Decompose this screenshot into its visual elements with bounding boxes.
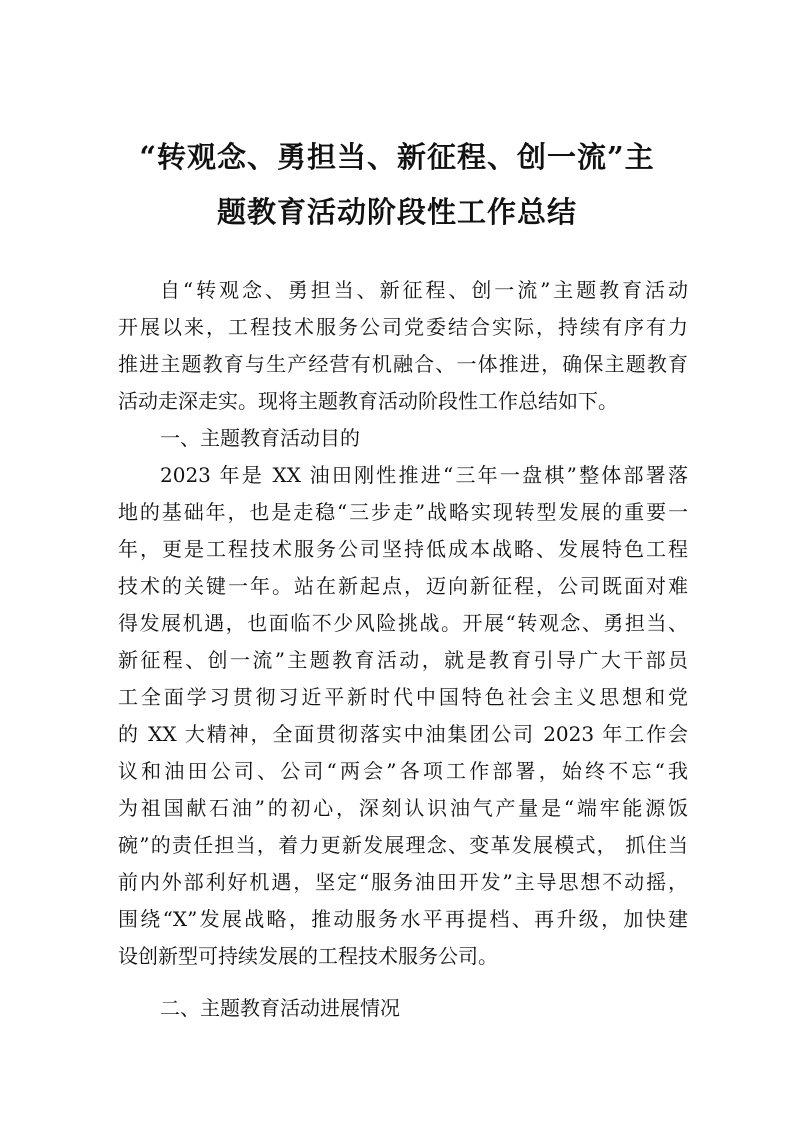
- document-title-line-1: “转观念、勇担当、新征程、创一流”主: [139, 140, 655, 174]
- paragraph-line: 开展以来，工程技术服务公司党委结合实际，持续有序有力: [118, 315, 688, 339]
- section-heading-2: 二、主题教育活动进展情况: [160, 996, 400, 1020]
- paragraph-line: 技术的关键一年。站在新起点，迈向新征程，公司既面对难: [118, 574, 688, 598]
- paragraph-line: 自“转观念、勇担当、新征程、创一流”主题教育活动: [160, 278, 688, 302]
- paragraph-line: 前内外部利好机遇，坚定“服务油田开发”主导思想不动摇，: [118, 870, 688, 894]
- paragraph-line: 新征程、创一流”主题教育活动，就是教育引导广大干部员: [118, 648, 688, 672]
- paragraph-line: 活动走深走实。现将主题教育活动阶段性工作总结如下。: [118, 389, 618, 413]
- paragraph-line: 碗”的责任担当，着力更新发展理念、变革发展模式， 抓住当: [118, 833, 688, 857]
- paragraph-line: 工全面学习贯彻习近平新时代中国特色社会主义思想和党: [118, 685, 688, 709]
- paragraph-line: 推进主题教育与生产经营有机融合、一体推进，确保主题教育: [118, 352, 688, 376]
- paragraph-line: 议和油田公司、公司“两会”各项工作部署，始终不忘“我: [118, 759, 688, 783]
- paragraph-line: 地的基础年，也是走稳“三步走”战略实现转型发展的重要一: [118, 500, 688, 524]
- paragraph-line: 的 XX 大精神，全面贯彻落实中油集团公司 2023 年工作会: [118, 722, 688, 746]
- paragraph-line: 2023 年是 XX 油田刚性推进“三年一盘棋”整体部署落: [160, 463, 688, 487]
- document-title-line-2: 题教育活动阶段性工作总结: [216, 195, 577, 229]
- paragraph-line: 围绕“X”发展战略，推动服务水平再提档、再升级，加快建: [118, 907, 688, 931]
- paragraph-line: 为祖国献石油”的初心，深刻认识油气产量是“端牢能源饭: [118, 796, 688, 820]
- paragraph-line: 得发展机遇，也面临不少风险挑战。开展“转观念、勇担当、: [118, 611, 688, 635]
- paragraph-line: 设创新型可持续发展的工程技术服务公司。: [118, 944, 498, 968]
- paragraph-line: 年，更是工程技术服务公司坚持低成本战略、发展特色工程: [118, 537, 688, 561]
- section-heading-1: 一、主题教育活动目的: [160, 426, 360, 450]
